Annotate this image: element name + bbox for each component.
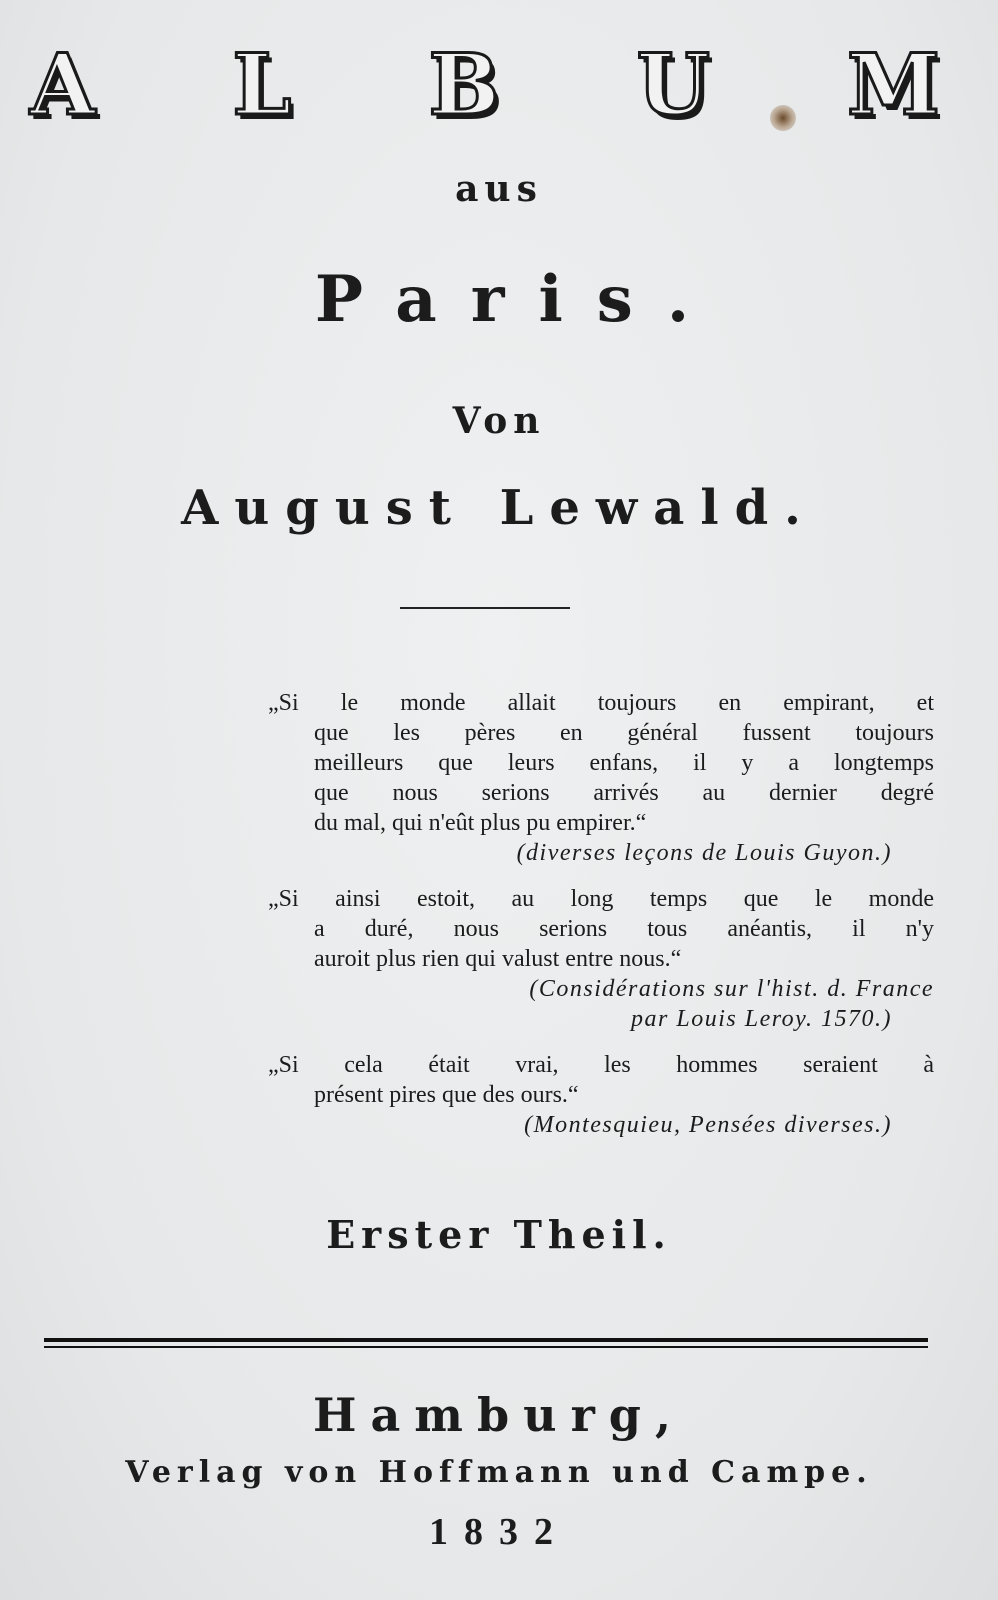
quote-line: présent pires que des ours.“ — [314, 1082, 579, 1108]
epigraph — [268, 1050, 934, 1140]
epigraph — [268, 688, 934, 868]
epigraphs — [268, 688, 934, 1156]
quote-line: „Si le monde allait toujours en empirant, et — [268, 690, 934, 716]
thick-rule — [44, 1338, 928, 1342]
quote-line: a duré, nous serions tous anéantis, il n'y — [314, 916, 934, 942]
publisher: Verlag von Hoffmann und Campe. — [125, 1455, 873, 1490]
volume-label: Erster Theil. — [326, 1212, 672, 1257]
title-letter: M — [847, 35, 940, 134]
divider — [400, 607, 570, 609]
quote-line: „Si ainsi estoit, au long temps que le monde — [268, 886, 934, 912]
publication-city: Hamburg, — [313, 1388, 685, 1442]
title-letter: A — [30, 35, 96, 134]
thin-rule — [44, 1346, 928, 1348]
quote-line: que les pères en général fussent toujours — [314, 720, 934, 746]
quote-source: (diverses leçons de Louis Guyon.) — [516, 840, 892, 866]
title-letter: B — [428, 35, 500, 134]
title-album — [30, 35, 940, 134]
subtitle-city: Paris. — [314, 262, 724, 337]
quote-line: meilleurs que leurs enfans, il y a longtemps — [314, 750, 934, 776]
quote-line: „Si cela était vrai, les hommes seraient à — [268, 1052, 934, 1078]
quote-line: du mal, qui n'eût plus pu empirer.“ — [314, 810, 647, 836]
title-letter: L — [232, 35, 292, 134]
subtitle-aus: aus — [455, 168, 543, 210]
quote-line: que nous serions arrivés au dernier degré — [314, 780, 934, 806]
title-letter: U — [636, 35, 710, 134]
quote-source: par Louis Leroy. 1570.) — [631, 1006, 892, 1032]
quote-source: (Montesquieu, Pensées diverses.) — [524, 1112, 892, 1138]
quote-line: auroit plus rien qui valust entre nous.“ — [314, 946, 682, 972]
author-name: August Lewald. — [181, 480, 817, 536]
epigraph — [268, 884, 934, 1034]
by-line: Von — [452, 400, 546, 442]
publication-year: 1832 — [429, 1511, 569, 1553]
quote-source: (Considérations sur l'hist. d. France — [529, 976, 934, 1002]
